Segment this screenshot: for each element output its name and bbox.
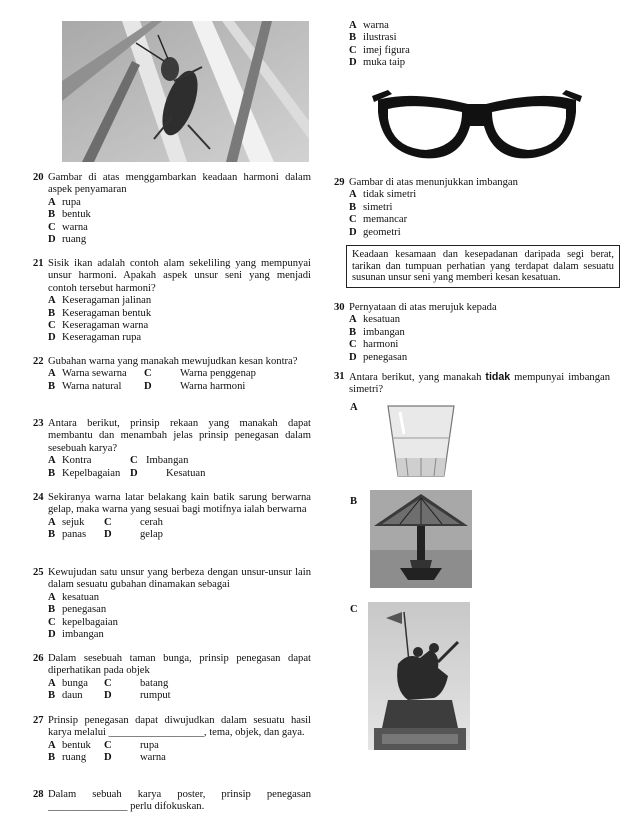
option[interactable]: D Kesatuan: [130, 467, 206, 479]
glasses-photo: [372, 82, 582, 168]
option[interactable]: C kepelbagaian: [48, 616, 118, 628]
option[interactable]: B ruang: [48, 752, 87, 764]
option[interactable]: A sejuk: [48, 516, 85, 528]
option[interactable]: A rupa: [48, 196, 81, 208]
option-b-label[interactable]: B: [350, 496, 358, 507]
question-text: Gambar di atas menunjukkan imbangan: [349, 177, 518, 188]
question-24: [33, 492, 311, 542]
option-row: [48, 740, 311, 752]
option[interactable]: C harmoni: [349, 339, 399, 351]
question-26: [33, 653, 311, 703]
option[interactable]: D warna: [104, 752, 166, 764]
question-number: 24: [33, 492, 44, 503]
option[interactable]: B Keseragaman bentuk: [48, 307, 152, 319]
option[interactable]: D penegasan: [349, 351, 408, 363]
question-19-options: [334, 20, 610, 70]
question-number: 21: [33, 258, 44, 269]
question-text: Antara berikut, yang manakah tidak mempunyai imbangan simetri?: [349, 371, 610, 396]
question-text: Prinsip penegasan dapat diwujudkan dalam sesuatu hasil karya melalui __________________, tema, objek, dan gaya.: [48, 715, 311, 739]
grasshopper-image: [62, 21, 309, 162]
question-31: [334, 371, 610, 397]
question-21: [33, 258, 311, 345]
option[interactable]: C Warna penggenap: [144, 368, 256, 380]
option-row: [48, 368, 311, 380]
option[interactable]: C memancar: [349, 214, 408, 226]
option[interactable]: B simetri: [349, 201, 393, 213]
option[interactable]: A warna: [349, 20, 389, 31]
monument-image: [368, 602, 470, 750]
grasshopper-photo: [62, 21, 309, 162]
question-text: Dalam sebuah karya poster, prinsip penegasan _______________ perlu difokuskan.: [48, 789, 311, 813]
question-text: Antara berikut, prinsip rekaan yang manakah dapat membantu dan menambah jelas prinsip penegasan dalam sesebuah karya?: [48, 418, 311, 454]
option[interactable]: D rumput: [104, 690, 171, 702]
option-c-label[interactable]: C: [350, 604, 358, 615]
question-number: 31: [334, 371, 345, 382]
option[interactable]: D ruang: [48, 233, 87, 245]
question-28: [33, 789, 311, 814]
question-text: Kewujudan satu unsur yang berbeza dengan unsur-unsur lain dalam sesuatu gubahan dinamakan sebagai: [48, 567, 311, 591]
option[interactable]: D geometri: [349, 226, 401, 238]
option[interactable]: D Keseragaman rupa: [48, 332, 142, 344]
lamp-image: [370, 490, 472, 588]
option[interactable]: D imbangan: [48, 628, 104, 640]
question-number: 27: [33, 715, 44, 726]
question-22: [33, 356, 311, 393]
glass-cup-image: [382, 404, 460, 480]
option[interactable]: A kesatuan: [48, 591, 100, 603]
question-number: 22: [33, 356, 44, 367]
option-row: [48, 455, 311, 467]
question-23: [33, 418, 311, 480]
statement-box: Keadaan kesamaan dan kesepadanan daripada segi berat, tarikan dan tumpuan perhatian yang terdapat dalam sesuatu susunan unsur seni yang memberi kesan kesatuan.: [346, 245, 620, 288]
option-row: [48, 517, 311, 529]
question-number: 28: [33, 789, 44, 800]
option[interactable]: C cerah: [104, 516, 163, 528]
option-row: [48, 381, 311, 393]
option-row: [48, 529, 311, 541]
option-row: [48, 752, 311, 764]
option[interactable]: B penegasan: [48, 604, 107, 616]
option[interactable]: D gelap: [104, 529, 163, 541]
question-number: 30: [334, 302, 345, 313]
option[interactable]: C warna: [48, 221, 88, 233]
question-text: Pernyataan di atas merujuk kepada: [349, 302, 497, 313]
question-text: Gambar di atas menggambarkan keadaan harmoni dalam aspek penyamaran: [48, 172, 311, 196]
question-text: Sekiranya warna latar belakang kain batik sarung berwarna gelap, maka warna yang sesuai bagi motifnya ialah berwarna: [48, 492, 311, 516]
option-row: [48, 690, 311, 702]
option[interactable]: B bentuk: [48, 209, 91, 221]
option[interactable]: B Warna natural: [48, 380, 122, 392]
question-number: 26: [33, 653, 44, 664]
question-number: 20: [33, 172, 44, 183]
emphasis-word: tidak: [485, 371, 511, 383]
glass-cup-photo[interactable]: [382, 404, 460, 480]
option[interactable]: A kesatuan: [349, 314, 401, 326]
option[interactable]: C Keseragaman warna: [48, 320, 149, 331]
option[interactable]: A Keseragaman jalinan: [48, 295, 152, 307]
option[interactable]: B imbangan: [349, 326, 405, 338]
option[interactable]: C batang: [104, 677, 169, 689]
option[interactable]: B panas: [48, 529, 87, 541]
option[interactable]: B Kepelbagaian: [48, 467, 121, 479]
question-text: Dalam sesebuah taman bunga, prinsip penegasan dapat diperhatikan pada objek: [48, 653, 311, 677]
question-29: [334, 177, 610, 239]
question-27: [33, 715, 311, 765]
option[interactable]: A bentuk: [48, 739, 91, 751]
option[interactable]: B daun: [48, 690, 83, 702]
question-text: Sisik ikan adalah contoh alam sekeliling yang mempunyai unsur harmoni. Apakah aspek unsur seni yang menjadi contoh tersebut harmoni?: [48, 258, 311, 294]
option[interactable]: A bunga: [48, 677, 88, 689]
monument-photo[interactable]: [368, 602, 470, 750]
question-number: 25: [33, 567, 44, 578]
option-row: [48, 678, 311, 690]
option[interactable]: C rupa: [104, 739, 159, 751]
option[interactable]: B ilustrasi: [349, 32, 397, 44]
glasses-image: [372, 82, 582, 168]
option-a-label[interactable]: A: [350, 402, 358, 413]
option[interactable]: A Kontra: [48, 455, 92, 467]
question-25: [33, 567, 311, 641]
option-row: [48, 468, 311, 480]
option[interactable]: C imej figura: [349, 44, 410, 56]
question-number: 23: [33, 418, 44, 429]
option[interactable]: A tidak simetri: [349, 189, 417, 201]
option[interactable]: D Warna harmoni: [144, 380, 246, 392]
option[interactable]: D muka taip: [349, 57, 406, 69]
question-20: [33, 172, 311, 246]
question-number: 29: [334, 177, 345, 188]
lamp-photo[interactable]: [370, 490, 472, 588]
question-text: Gubahan warna yang manakah mewujudkan kesan kontra?: [48, 356, 298, 367]
option[interactable]: A Warna sewarna: [48, 368, 127, 380]
question-30: [334, 302, 610, 364]
option[interactable]: C Imbangan: [130, 455, 189, 467]
